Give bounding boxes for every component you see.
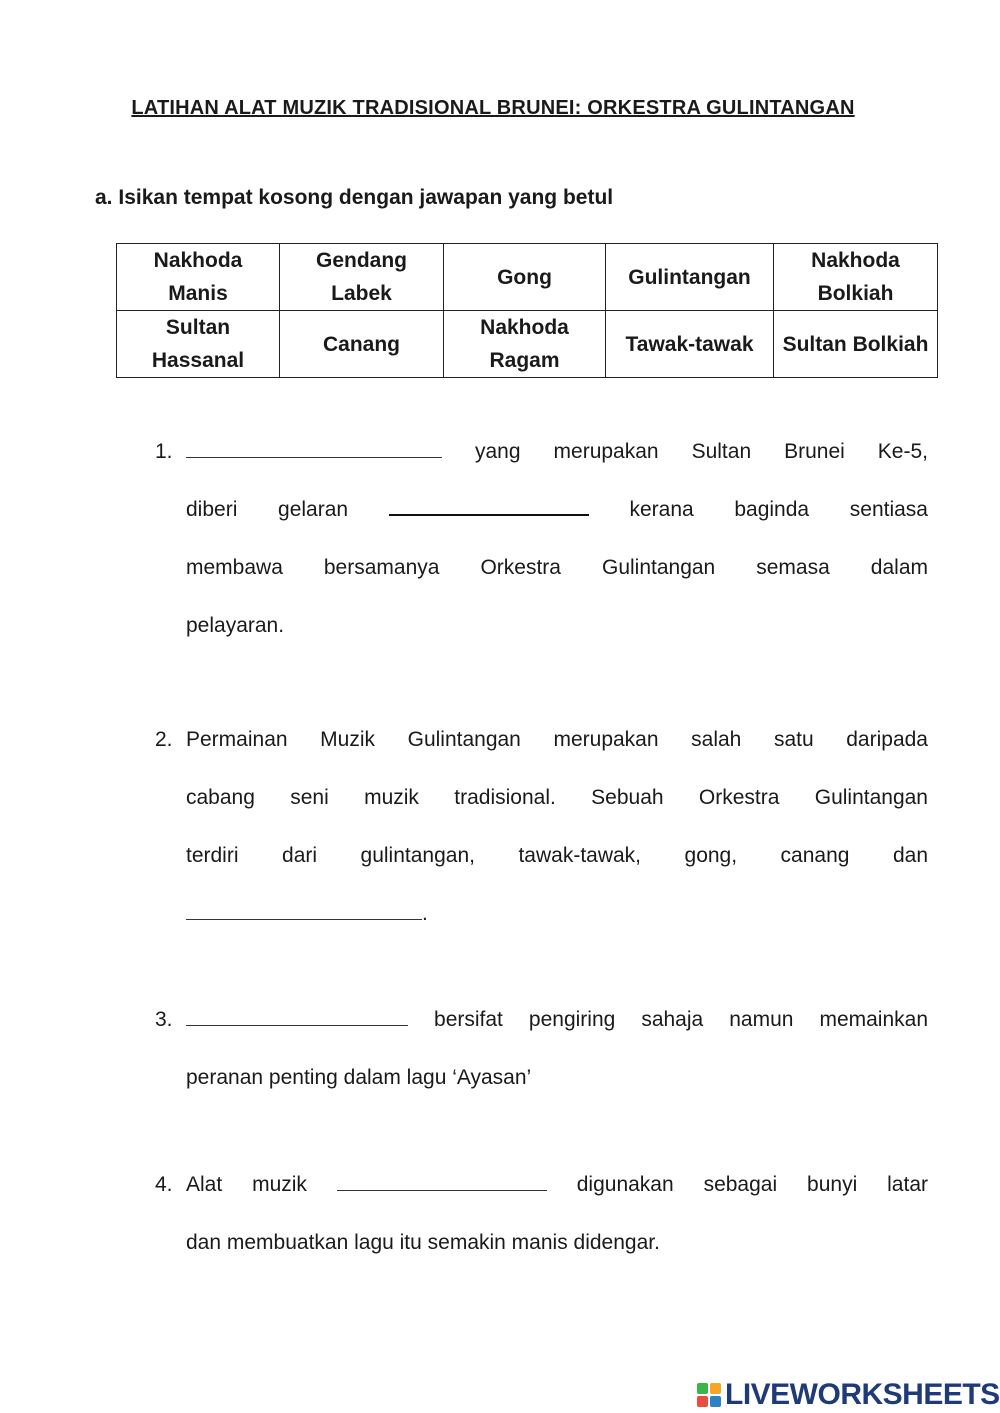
answer-blank[interactable]	[186, 1007, 408, 1026]
question-text: yang merupakan Sultan Brunei Ke-5,	[475, 440, 928, 463]
word-bank-table	[116, 243, 938, 378]
word-bank-cell: Sultan Bolkiah	[774, 311, 938, 378]
question-text: Alat muzik	[186, 1173, 307, 1196]
question-text: bersifat pengiring sahaja namun memainkan	[434, 1008, 928, 1031]
question-text: kerana baginda sentiasa	[629, 498, 928, 521]
word-bank-cell: Gendang Labek	[280, 244, 444, 311]
question-number: 4.	[155, 1173, 173, 1196]
answer-blank[interactable]	[389, 496, 589, 516]
question-text: Permainan Muzik Gulintangan merupakan salah satu daripada	[186, 728, 928, 751]
question-text: .	[422, 902, 428, 925]
word-bank-cell: Canang	[280, 311, 444, 378]
section-instruction	[95, 186, 613, 210]
question-text: pelayaran.	[186, 614, 285, 637]
word-bank-cell: Nakhoda Manis	[117, 244, 280, 311]
worksheet-title: LATIHAN ALAT MUZIK TRADISIONAL BRUNEI: ORKESTRA GULINTANGAN	[131, 97, 855, 119]
answer-blank[interactable]	[186, 901, 422, 920]
word-bank-cell: Nakhoda Ragam	[444, 311, 606, 378]
section-label: a.	[95, 186, 113, 209]
question-2	[155, 711, 928, 943]
question-number: 1.	[155, 440, 173, 463]
section-text: Isikan tempat kosong dengan jawapan yang betul	[118, 186, 614, 209]
word-bank-cell: Gong	[444, 244, 606, 311]
question-number: 2.	[155, 728, 173, 751]
question-text: terdiri dari gulintangan, tawak-tawak, gong, canang dan	[186, 844, 928, 867]
word-bank-cell: Tawak-tawak	[606, 311, 774, 378]
question-text: diberi gelaran	[186, 498, 349, 521]
question-text: digunakan sebagai bunyi latar	[576, 1173, 928, 1196]
word-bank-row	[117, 244, 938, 311]
word-bank-cell: Sultan Hassanal	[117, 311, 280, 378]
word-bank-cell: Nakhoda Bolkiah	[774, 244, 938, 311]
liveworksheets-mark-icon	[697, 1383, 721, 1407]
brand-square	[697, 1396, 708, 1407]
question-text: dan membuatkan lagu itu semakin manis didengar.	[186, 1231, 660, 1254]
liveworksheets-logo	[697, 1378, 1000, 1412]
question-4	[155, 1156, 928, 1272]
question-text: membawa bersamanya Orkestra Gulintangan semasa dalam	[186, 556, 928, 579]
question-3	[155, 991, 928, 1107]
word-bank-row	[117, 311, 938, 378]
brand-square	[710, 1396, 721, 1407]
question-number: 3.	[155, 1008, 173, 1031]
question-1	[155, 423, 928, 655]
answer-blank[interactable]	[186, 439, 442, 458]
brand-square	[710, 1383, 721, 1394]
brand-name: LIVEWORKSHEETS	[725, 1378, 1000, 1411]
brand-square	[697, 1383, 708, 1394]
answer-blank[interactable]	[337, 1172, 547, 1191]
word-bank-cell: Gulintangan	[606, 244, 774, 311]
question-text: cabang seni muzik tradisional. Sebuah Orkestra Gulintangan	[186, 786, 928, 809]
question-text: peranan penting dalam lagu ‘Ayasan’	[186, 1066, 532, 1089]
